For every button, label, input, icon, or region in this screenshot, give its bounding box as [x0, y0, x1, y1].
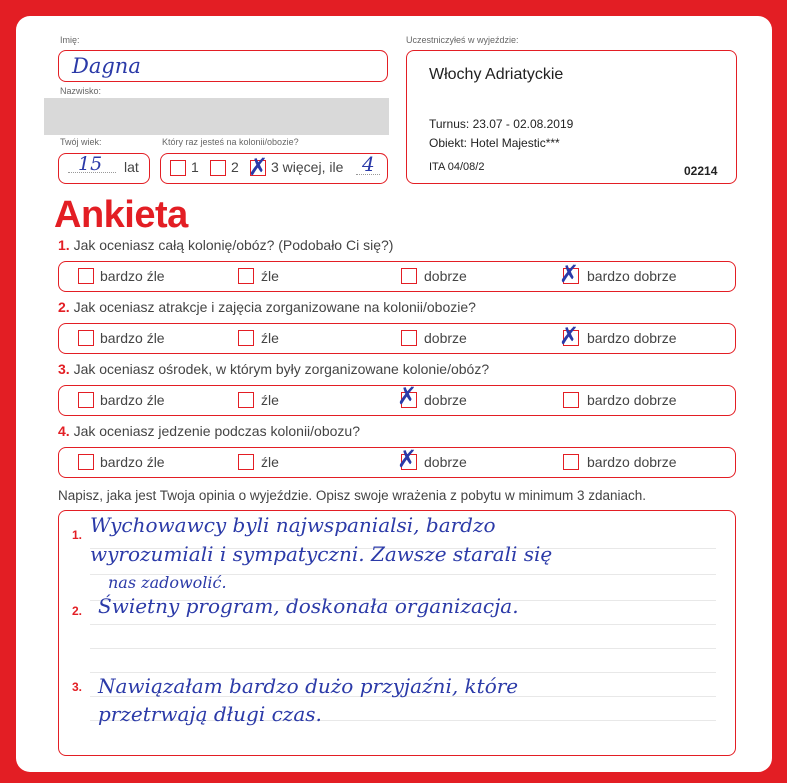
opinion-number-2: 2.: [72, 604, 83, 618]
times-option-3: 3 więcej, ile: [271, 159, 344, 175]
trip-turnus: Turnus: 23.07 - 02.08.2019: [429, 117, 574, 131]
q3-option-bardzo-dobrze-label: bardzo dobrze: [587, 392, 677, 408]
survey-title: Ankieta: [54, 194, 188, 236]
q4-option-zle-label: źle: [261, 454, 279, 470]
q3-option-dobrze-label: dobrze: [424, 392, 467, 408]
q4-option-bardzo-dobrze-label: bardzo dobrze: [587, 454, 677, 470]
name-value: Dagna: [72, 54, 141, 78]
opinion-number-3: 3.: [72, 680, 83, 694]
q2-option-zle-label: źle: [261, 330, 279, 346]
q1-option-dobrze-label: dobrze: [424, 268, 467, 284]
q1-option-bardzo-zle-label: bardzo źle: [100, 268, 165, 284]
q4-option-zle-checkbox[interactable]: [238, 454, 254, 470]
q2-option-zle-checkbox[interactable]: [238, 330, 254, 346]
q2-option-dobrze-label: dobrze: [424, 330, 467, 346]
opinion-line-1: Wychowawcy byli najwspanialsi, bardzo: [90, 513, 496, 537]
q2-option-bardzo-zle-label: bardzo źle: [100, 330, 165, 346]
q2-option-bardzo-zle-checkbox[interactable]: [78, 330, 94, 346]
ruled-line: [90, 672, 716, 673]
question-1: [58, 237, 393, 253]
times-value: 4: [362, 152, 375, 176]
opinion-line-4: Świetny program, doskonała organizacja.: [98, 594, 519, 618]
q1-option-zle-checkbox[interactable]: [238, 268, 254, 284]
opinion-line-6: przetrwają długi czas.: [98, 702, 322, 726]
opinion-line-2: wyrozumiali i sympatyczni. Zawsze starali się: [90, 542, 553, 566]
question-2: [58, 299, 476, 315]
q4-option-dobrze-label: dobrze: [424, 454, 467, 470]
surname-label: Nazwisko:: [60, 86, 102, 96]
q1-option-zle-label: źle: [261, 268, 279, 284]
opinion-number-1: 1.: [72, 528, 83, 542]
q1-option-dobrze-checkbox[interactable]: [401, 268, 417, 284]
age-unit: lat: [124, 159, 139, 175]
ruled-line: [90, 648, 716, 649]
question-4-number: 4.: [58, 423, 70, 439]
q3-option-zle-checkbox[interactable]: [238, 392, 254, 408]
times-checkbox-1[interactable]: [170, 160, 186, 176]
q3-option-bardzo-zle-label: bardzo źle: [100, 392, 165, 408]
times-check-mark: ✗: [248, 153, 269, 181]
q4-option-bardzo-dobrze-checkbox[interactable]: [563, 454, 579, 470]
question-2-number: 2.: [58, 299, 70, 315]
q3-option-zle-label: źle: [261, 392, 279, 408]
q4-option-bardzo-zle-label: bardzo źle: [100, 454, 165, 470]
trip-code: ITA 04/08/2: [429, 161, 485, 173]
participated-label: Uczestniczyłeś w wyjeździe:: [406, 35, 519, 45]
survey-sheet: [16, 16, 772, 772]
q3-option-bardzo-zle-checkbox[interactable]: [78, 392, 94, 408]
q1-check-mark: ✗: [559, 260, 580, 288]
surname-redacted: [44, 98, 389, 135]
times-checkbox-2[interactable]: [210, 160, 226, 176]
name-label: Imię:: [60, 35, 80, 45]
q3-option-bardzo-dobrze-checkbox[interactable]: [563, 392, 579, 408]
question-3-number: 3.: [58, 361, 70, 377]
which-time-label: Który raz jesteś na kolonii/obozie?: [162, 137, 299, 147]
age-label: Twój wiek:: [60, 137, 102, 147]
question-2-text: Jak oceniasz atrakcje i zajęcia zorganizowane na kolonii/obozie?: [73, 299, 476, 315]
question-1-text: Jak oceniasz całą kolonię/obóz? (Podobało Ci się?): [73, 237, 394, 253]
times-option-1: 1: [191, 159, 199, 175]
q4-check-mark: ✗: [397, 445, 418, 473]
question-1-number: 1.: [58, 237, 70, 253]
question-4-text: Jak oceniasz jedzenie podczas kolonii/obozu?: [73, 423, 360, 439]
ruled-line: [90, 624, 716, 625]
question-4: [58, 423, 360, 439]
times-option-2: 2: [231, 159, 239, 175]
q3-check-mark: ✗: [397, 382, 418, 410]
trip-object: Obiekt: Hotel Majestic***: [429, 136, 560, 150]
q2-option-bardzo-dobrze-label: bardzo dobrze: [587, 330, 677, 346]
trip-destination: Włochy Adriatyckie: [429, 66, 564, 83]
q4-option-bardzo-zle-checkbox[interactable]: [78, 454, 94, 470]
q1-option-bardzo-dobrze-label: bardzo dobrze: [587, 268, 677, 284]
opinion-prompt: Napisz, jaka jest Twoja opinia o wyjeździe. Opisz swoje wrażenia z pobytu w minimum 3 zdaniach.: [58, 488, 647, 503]
q2-option-dobrze-checkbox[interactable]: [401, 330, 417, 346]
opinion-line-3: nas zadowolić.: [108, 573, 227, 592]
opinion-line-5: Nawiązałam bardzo dużo przyjaźni, które: [98, 674, 519, 698]
trip-number: 02214: [684, 164, 718, 178]
q2-check-mark: ✗: [559, 322, 580, 350]
question-3-text: Jak oceniasz ośrodek, w którym były zorganizowane kolonie/obóz?: [73, 361, 490, 377]
q1-option-bardzo-zle-checkbox[interactable]: [78, 268, 94, 284]
age-value: 15: [78, 153, 103, 175]
question-3: [58, 361, 489, 377]
